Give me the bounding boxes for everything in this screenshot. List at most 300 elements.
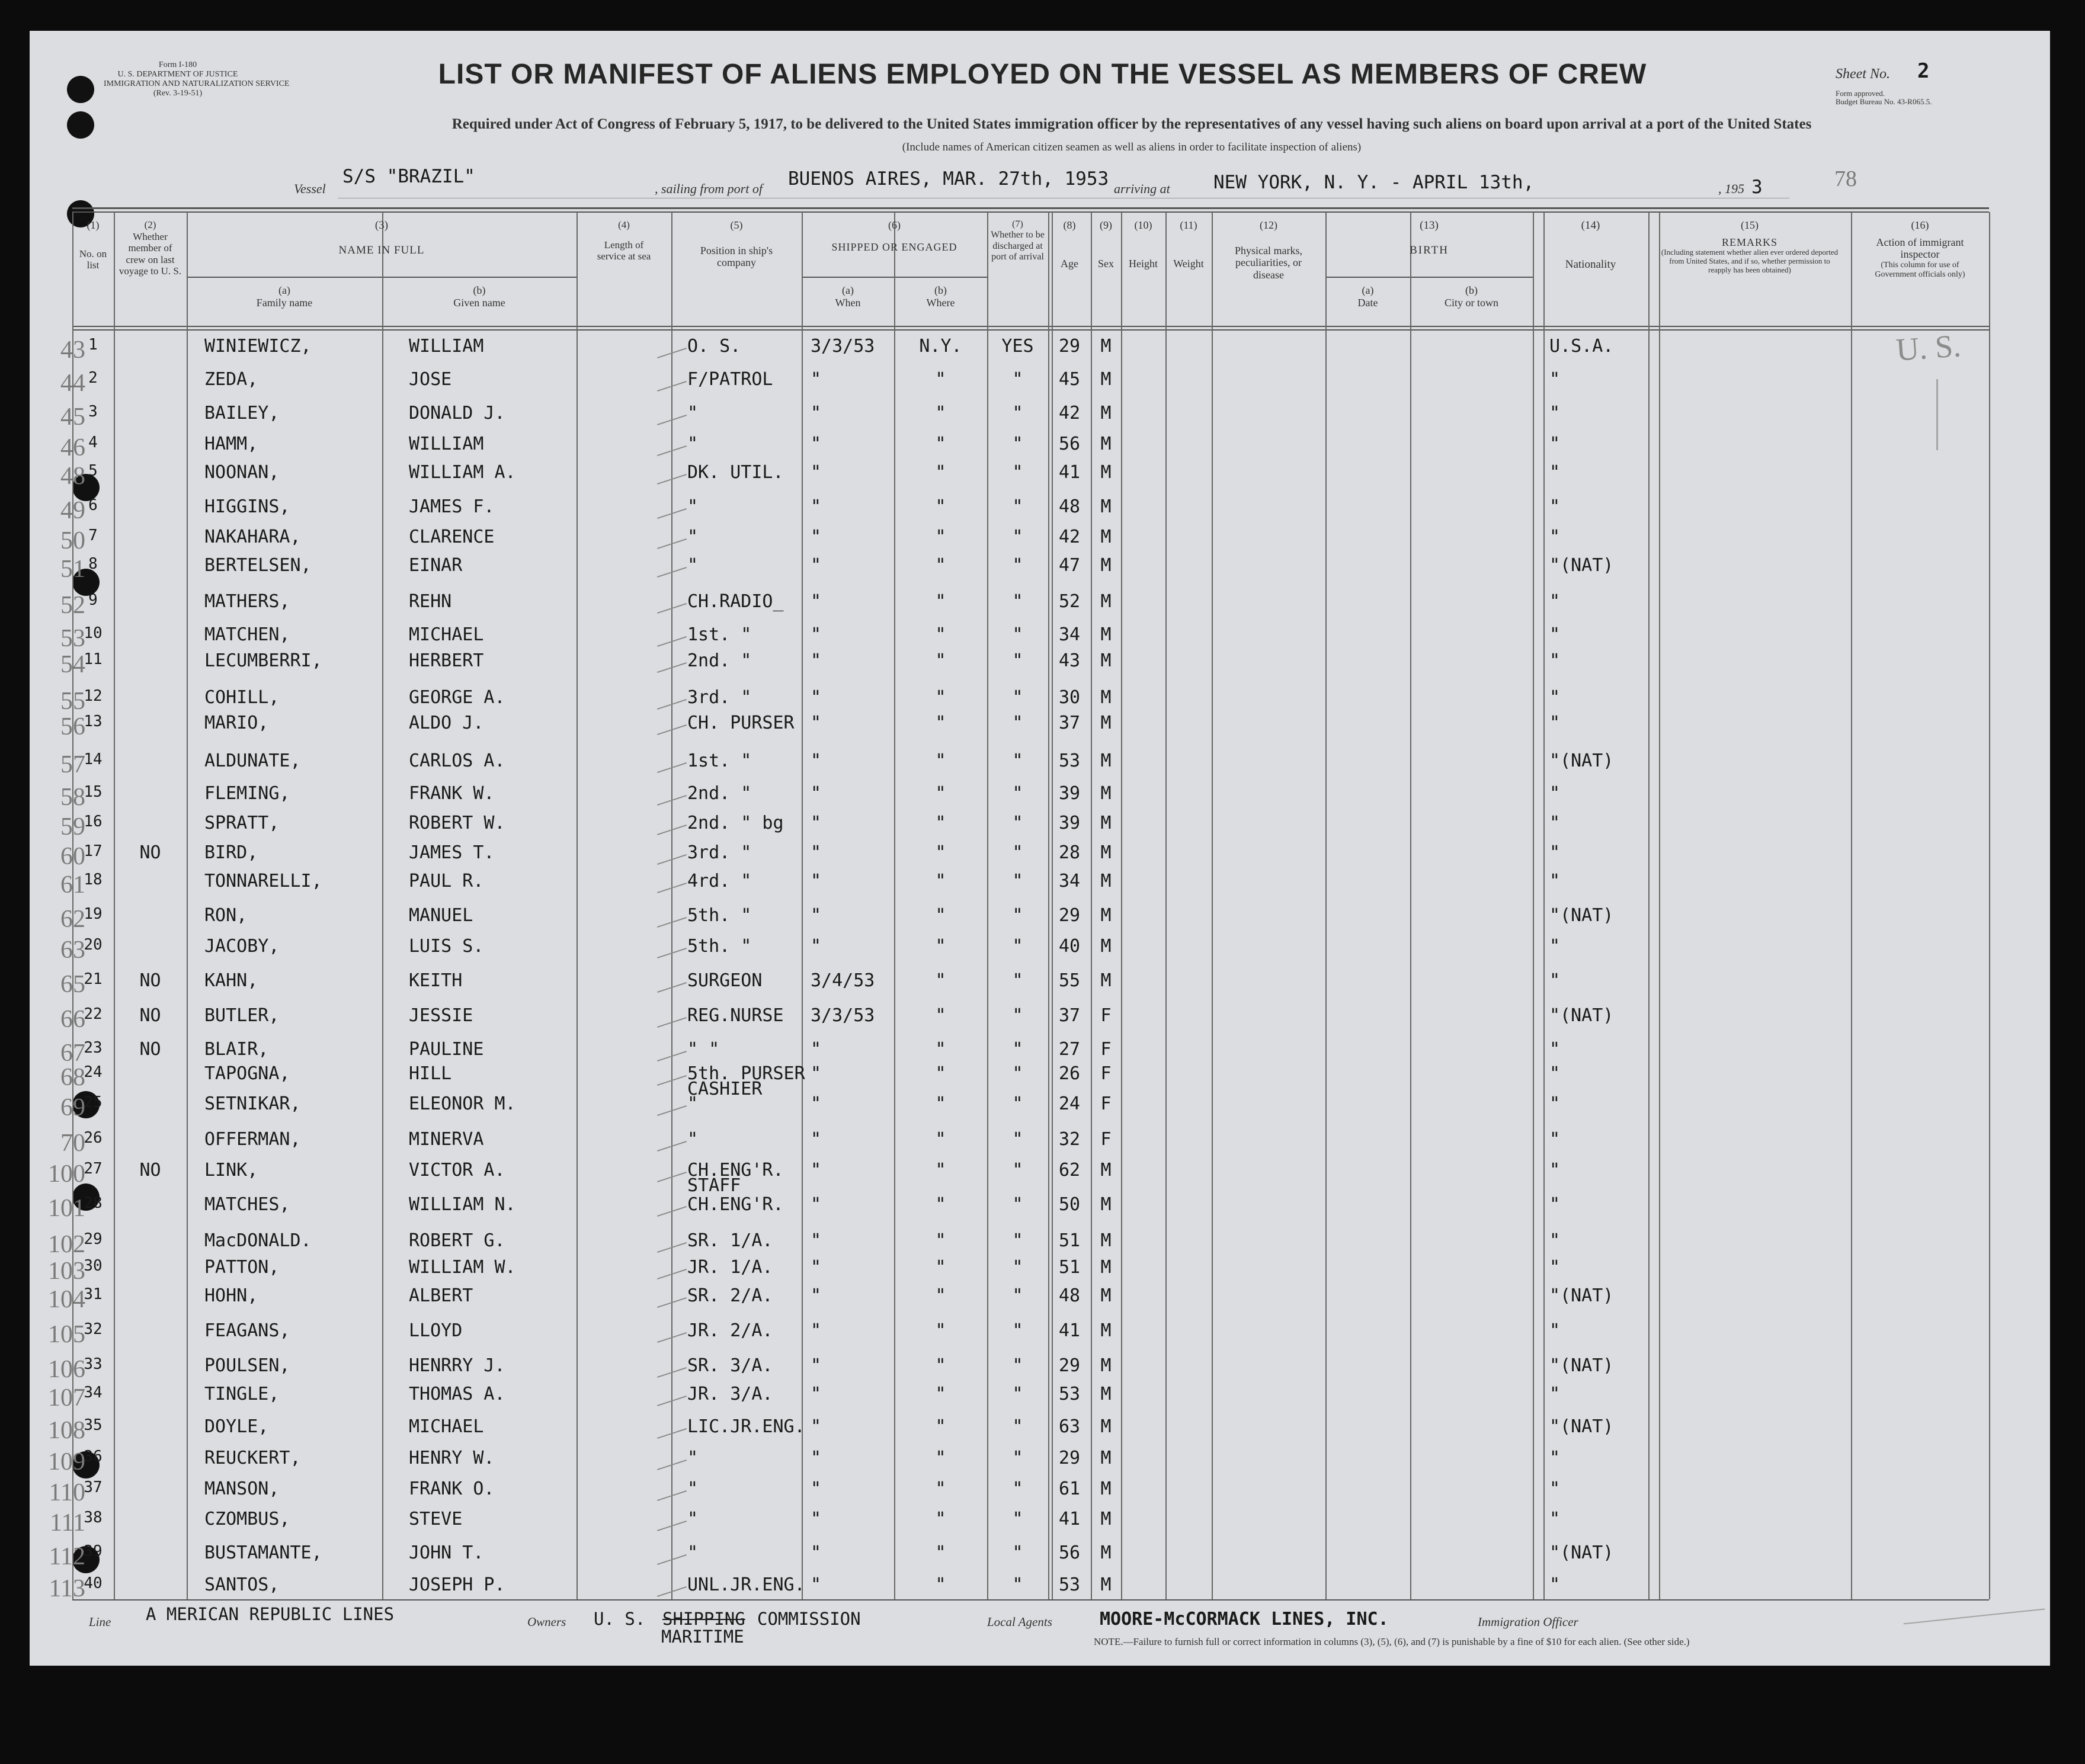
col-3-num: (3) <box>374 219 389 232</box>
cell-where: " <box>935 1416 946 1437</box>
cell-no: 34 <box>84 1384 103 1401</box>
cell-family: LECUMBERRI, <box>204 650 322 671</box>
cell-sex: M <box>1100 970 1112 991</box>
cell-age: 50 <box>1058 1194 1081 1215</box>
cell-nat: " <box>1549 369 1561 390</box>
col-8-title: Age <box>1061 257 1078 270</box>
cell-when: " <box>811 1039 822 1060</box>
col-5-title: Position in ship's company <box>700 244 773 269</box>
cell-when: " <box>811 462 822 483</box>
cell-pn: 58 <box>60 784 85 811</box>
cell-when: " <box>811 1509 822 1529</box>
cell-sex: M <box>1100 1448 1112 1468</box>
col-16-title: Action of immigrant inspector <box>1876 236 1964 261</box>
col-13b-num: (b) <box>1465 284 1478 296</box>
cell-where: " <box>935 871 946 891</box>
cell-where: " <box>935 650 946 671</box>
cell-pn: 60 <box>60 843 85 870</box>
cell-pos: 4rd. " <box>687 871 752 891</box>
cell-pn: 45 <box>60 403 85 431</box>
cell-when: " <box>811 1285 822 1306</box>
cell-where: " <box>935 1005 946 1026</box>
footer-line: A MERICAN REPUBLIC LINES <box>146 1604 395 1624</box>
cell-nat: " <box>1549 1063 1561 1084</box>
cell-dis: " <box>1012 1574 1023 1595</box>
cell-pos-2: CASHIER <box>687 1079 763 1099</box>
cell-when: " <box>811 1093 822 1114</box>
cell-pos: REG.NURSE <box>687 1005 784 1026</box>
cell-family: MANSON, <box>204 1478 280 1499</box>
cell-when: " <box>811 1320 822 1341</box>
cell-given: HENRY W. <box>409 1448 495 1468</box>
col-3b-title: Given name <box>453 296 505 309</box>
cell-when: " <box>811 1384 822 1404</box>
cell-age: 51 <box>1058 1257 1081 1278</box>
footer-owners-label: Owners <box>527 1615 566 1629</box>
cell-sex: M <box>1100 713 1112 733</box>
cell-family: NAKAHARA, <box>204 527 301 547</box>
cell-sex: M <box>1100 1542 1112 1563</box>
cell-nat: " <box>1549 650 1561 671</box>
pencil-number: 78 <box>1834 166 1857 191</box>
col-6-num: (6) <box>888 219 901 231</box>
cell-nat: " <box>1549 496 1561 517</box>
cell-family: SETNIKAR, <box>204 1093 301 1114</box>
cell-nat: " <box>1549 1129 1561 1150</box>
cell-where: " <box>935 783 946 804</box>
cell-age: 53 <box>1058 1574 1081 1595</box>
cell-nat: "(NAT) <box>1549 1355 1614 1376</box>
col-1-title: No. on list <box>79 248 107 271</box>
cell-nat: " <box>1549 434 1561 454</box>
cell-dis: " <box>1012 624 1023 645</box>
cell-given: REHN <box>409 591 452 612</box>
cell-sex: M <box>1100 1194 1112 1215</box>
cell-family: RON, <box>204 905 248 926</box>
cell-where: " <box>935 1448 946 1468</box>
cell-where: " <box>935 591 946 612</box>
cell-pn: 57 <box>60 751 85 778</box>
cell-no: 36 <box>84 1448 103 1465</box>
cell-pn: 104 <box>48 1286 85 1313</box>
cell-family: BUSTAMANTE, <box>204 1542 322 1563</box>
cell-pos: CH.ENG'R. <box>687 1194 784 1215</box>
cell-sex: M <box>1100 624 1112 645</box>
cell-given: LLOYD <box>409 1320 463 1341</box>
cell-where: " <box>935 1129 946 1150</box>
footer-owners-a: U. S. <box>594 1609 646 1629</box>
cell-when: " <box>811 527 822 547</box>
cell-pn: 107 <box>48 1384 85 1412</box>
cell-where: " <box>935 1384 946 1404</box>
cell-dis: " <box>1012 687 1023 708</box>
cell-nat: " <box>1549 842 1561 863</box>
inspector-mark: U. S. <box>1895 328 1962 368</box>
cell-family: TONNARELLI, <box>204 871 322 891</box>
cell-pn: 50 <box>60 527 85 554</box>
col-9-title: Sex <box>1098 257 1114 270</box>
cell-sex: M <box>1100 783 1112 804</box>
cell-where: " <box>935 1160 946 1181</box>
cell-sex: M <box>1100 750 1112 771</box>
cell-sex: M <box>1100 687 1112 708</box>
cell-age: 34 <box>1058 871 1081 891</box>
cell-age: 29 <box>1058 1355 1081 1376</box>
cell-no: 14 <box>84 750 103 768</box>
col-16-note: (This column for use of Government officials only) <box>1875 261 1965 280</box>
cell-where: " <box>935 462 946 483</box>
cell-given: THOMAS A. <box>409 1384 505 1404</box>
cell-family: POULSEN, <box>204 1355 290 1376</box>
cell-family: BAILEY, <box>204 403 280 424</box>
cell-age: 39 <box>1058 783 1081 804</box>
cell-family: BUTLER, <box>204 1005 280 1026</box>
cell-given: ALBERT <box>409 1285 473 1306</box>
cell-when: 3/4/53 <box>811 970 875 991</box>
cell-nat: " <box>1549 527 1561 547</box>
arriving-at: NEW YORK, N. Y. - APRIL 13th, <box>1213 172 1535 193</box>
cell-pn: 100 <box>48 1160 85 1188</box>
cell-when: " <box>811 905 822 926</box>
cell-pn: 109 <box>48 1448 85 1476</box>
cell-pos: CH.ENG'R. <box>687 1160 784 1181</box>
cell-pn: 55 <box>60 688 85 715</box>
cell-sex: M <box>1100 1160 1112 1181</box>
cell-given: DONALD J. <box>409 403 505 424</box>
cell-where: " <box>935 1230 946 1251</box>
cell-prev: NO <box>139 1005 161 1026</box>
cell-where: " <box>935 687 946 708</box>
cell-sex: M <box>1100 936 1112 957</box>
cell-dis: " <box>1012 813 1023 833</box>
cell-given: HENRRY J. <box>409 1355 505 1376</box>
cell-given: JAMES T. <box>409 842 495 863</box>
cell-prev: NO <box>139 842 161 863</box>
cell-dis: " <box>1012 1129 1023 1150</box>
cell-no: 38 <box>84 1509 103 1526</box>
cell-given: KEITH <box>409 970 463 991</box>
cell-nat: " <box>1549 687 1561 708</box>
cell-no: 6 <box>88 496 98 514</box>
cell-sex: F <box>1100 1093 1112 1114</box>
cell-pos: 5th. PURSER <box>687 1063 805 1084</box>
cell-sex: M <box>1100 369 1112 390</box>
cell-sex: M <box>1100 1257 1112 1278</box>
cell-nat: " <box>1549 1509 1561 1529</box>
cell-dis: " <box>1012 1384 1023 1404</box>
cell-age: 61 <box>1058 1478 1081 1499</box>
col-9-num: (9) <box>1100 219 1112 231</box>
cell-no: 37 <box>84 1478 103 1496</box>
cell-pos: O. S. <box>687 336 741 357</box>
cell-family: TAPOGNA, <box>204 1063 290 1084</box>
col-13b-title: City or town <box>1444 296 1498 309</box>
cell-dis: " <box>1012 1005 1023 1026</box>
cell-no: 25 <box>84 1093 103 1111</box>
cell-no: 17 <box>84 842 103 860</box>
cell-pos: 2nd. " <box>687 783 752 804</box>
cell-dis: " <box>1012 1160 1023 1181</box>
sailing-label: , sailing from port of <box>655 181 763 196</box>
cell-nat: "(NAT) <box>1549 555 1614 576</box>
col-12-title: Physical marks, peculiarities, or disease <box>1235 244 1302 281</box>
cell-given: JOSEPH P. <box>409 1574 505 1595</box>
vessel-label: Vessel <box>294 181 326 196</box>
cell-dis: YES <box>1001 336 1034 357</box>
cell-no: 21 <box>84 970 103 988</box>
cell-pn: 56 <box>60 713 85 740</box>
cell-given: JOHN T. <box>409 1542 484 1563</box>
cell-no: 23 <box>84 1039 103 1057</box>
cell-when: " <box>811 434 822 454</box>
cell-when: " <box>811 1416 822 1437</box>
cell-when: " <box>811 842 822 863</box>
cell-age: 43 <box>1058 650 1081 671</box>
cell-given: EINAR <box>409 555 463 576</box>
cell-family: MATCHES, <box>204 1194 290 1215</box>
cell-family: DOYLE, <box>204 1416 269 1437</box>
cell-sex: M <box>1100 1478 1112 1499</box>
cell-when: " <box>811 713 822 733</box>
cell-nat: "(NAT) <box>1549 905 1614 926</box>
cell-pos: 3rd. " <box>687 687 752 708</box>
cell-nat: "(NAT) <box>1549 750 1614 771</box>
col-14-title: Nationality <box>1565 258 1616 271</box>
cell-no: 35 <box>84 1416 103 1434</box>
cell-pos: DK. UTIL. <box>687 462 784 483</box>
col-3b-num: (b) <box>473 284 486 296</box>
cell-when: " <box>811 1355 822 1376</box>
cell-family: HAMM, <box>204 434 258 454</box>
cell-given: WILLIAM A. <box>409 462 516 483</box>
cell-family: CZOMBUS, <box>204 1509 290 1529</box>
cell-where: " <box>935 1063 946 1084</box>
cell-no: 31 <box>84 1285 103 1303</box>
cell-family: BIRD, <box>204 842 258 863</box>
cell-family: BERTELSEN, <box>204 555 312 576</box>
cell-dis: " <box>1012 713 1023 733</box>
cell-nat: " <box>1549 403 1561 424</box>
cell-when: " <box>811 591 822 612</box>
col-6a-num: (a) <box>842 284 854 296</box>
cell-age: 48 <box>1058 1285 1081 1306</box>
cell-dis: " <box>1012 1416 1023 1437</box>
cell-age: 27 <box>1058 1039 1081 1060</box>
cell-sex: F <box>1100 1063 1112 1084</box>
cell-family: WINIEWICZ, <box>204 336 312 357</box>
cell-nat: " <box>1549 1320 1561 1341</box>
form-approved: Form approved. <box>1836 89 1885 98</box>
cell-age: 41 <box>1058 1509 1081 1529</box>
cell-nat: " <box>1549 1574 1561 1595</box>
cell-no: 1 <box>88 336 98 354</box>
cell-when: " <box>811 1448 822 1468</box>
cell-age: 42 <box>1058 527 1081 547</box>
cell-dis: " <box>1012 970 1023 991</box>
cell-nat: "(NAT) <box>1549 1285 1614 1306</box>
cell-when: " <box>811 936 822 957</box>
cell-given: CLARENCE <box>409 527 495 547</box>
cell-age: 53 <box>1058 1384 1081 1404</box>
cell-no: 30 <box>84 1257 103 1275</box>
cell-nat: " <box>1549 1448 1561 1468</box>
cell-where: N.Y. <box>919 336 962 357</box>
cell-given: WILLIAM <box>409 336 484 357</box>
cell-dis: " <box>1012 591 1023 612</box>
cell-pn: 59 <box>60 813 85 841</box>
cell-sex: M <box>1100 434 1112 454</box>
cell-pos: CH.RADIO_ <box>687 591 784 612</box>
cell-sex: M <box>1100 555 1112 576</box>
form-number: Form I-180 <box>158 60 197 69</box>
cell-pn: 49 <box>60 497 85 524</box>
cell-pos: " " <box>687 1039 720 1060</box>
cell-family: KAHN, <box>204 970 258 991</box>
cell-family: ALDUNATE, <box>204 750 301 771</box>
sheet-label: Sheet No. <box>1836 66 1890 82</box>
cell-when: " <box>811 1129 822 1150</box>
cell-family: HIGGINS, <box>204 496 290 517</box>
cell-given: WILLIAM W. <box>409 1257 516 1278</box>
cell-pn: 43 <box>60 336 85 364</box>
cell-pos: " <box>687 1509 699 1529</box>
cell-dis: " <box>1012 1194 1023 1215</box>
cell-pos: SR. 2/A. <box>687 1285 773 1306</box>
col-3a-title: Family name <box>256 296 313 309</box>
cell-when: " <box>811 1478 822 1499</box>
sailing-from: BUENOS AIRES, MAR. 27th, 1953 <box>788 168 1109 190</box>
cell-when: " <box>811 369 822 390</box>
cell-dis: " <box>1012 1257 1023 1278</box>
cell-pn: 51 <box>60 556 85 583</box>
service: IMMIGRATION AND NATURALIZATION SERVICE <box>104 79 290 89</box>
cell-family: MATHERS, <box>204 591 290 612</box>
col-16-num: (16) <box>1911 219 1929 231</box>
cell-given: MANUEL <box>409 905 473 926</box>
cell-family: TINGLE, <box>204 1384 280 1404</box>
cell-no: 29 <box>84 1230 103 1248</box>
cell-nat: " <box>1549 1384 1561 1404</box>
cell-given: JAMES F. <box>409 496 495 517</box>
cell-sex: M <box>1100 1509 1112 1529</box>
cell-when: " <box>811 403 822 424</box>
cell-age: 29 <box>1058 1448 1081 1468</box>
cell-when: " <box>811 813 822 833</box>
year-prefix: , 195 <box>1718 181 1744 196</box>
cell-where: " <box>935 713 946 733</box>
cell-given: ROBERT W. <box>409 813 505 833</box>
cell-pn: 112 <box>49 1543 85 1570</box>
cell-sex: M <box>1100 527 1112 547</box>
cell-age: 37 <box>1058 1005 1081 1026</box>
footer-agents-label: Local Agents <box>987 1615 1052 1629</box>
cell-pn: 106 <box>48 1356 85 1383</box>
cell-dis: " <box>1012 1039 1023 1060</box>
cell-where: " <box>935 1355 946 1376</box>
cell-pos: " <box>687 403 699 424</box>
cell-prev: NO <box>139 970 161 991</box>
cell-pn: 48 <box>60 463 85 490</box>
cell-age: 56 <box>1058 1542 1081 1563</box>
cell-dis: " <box>1012 1478 1023 1499</box>
col-6b-title: Where <box>926 296 955 309</box>
cell-family: SPRATT, <box>204 813 280 833</box>
cell-pn: 103 <box>48 1258 85 1285</box>
cell-dis: " <box>1012 783 1023 804</box>
cell-pn: 62 <box>60 906 85 933</box>
cell-where: " <box>935 1509 946 1529</box>
cell-age: 34 <box>1058 624 1081 645</box>
cell-when: 3/3/53 <box>811 336 875 357</box>
cell-pn: 113 <box>49 1575 85 1602</box>
cell-pn: 67 <box>60 1040 85 1067</box>
cell-dis: " <box>1012 842 1023 863</box>
cell-pos: 3rd. " <box>687 842 752 863</box>
cell-when: " <box>811 1194 822 1215</box>
cell-no: 9 <box>88 591 98 609</box>
cell-sex: M <box>1100 842 1112 863</box>
page-subnote: (Include names of American citizen seamen as well as aliens in order to facilitate inspection of aliens) <box>902 141 1362 153</box>
cell-given: JESSIE <box>409 1005 473 1026</box>
cell-no: 12 <box>84 687 103 705</box>
cell-where: " <box>935 403 946 424</box>
cell-given: LUIS S. <box>409 936 484 957</box>
col-3a-num: (a) <box>278 284 290 296</box>
cell-nat: "(NAT) <box>1549 1416 1614 1437</box>
cell-nat: " <box>1549 936 1561 957</box>
col-15-note: (Including statement whether alien ever ordered deported from United States, and if so, whether permission to reapply has been obtained) <box>1661 248 1839 275</box>
cell-nat: U.S.A. <box>1549 336 1614 357</box>
cell-no: 40 <box>84 1574 103 1592</box>
col-5-num: (5) <box>730 219 743 231</box>
cell-where: " <box>935 813 946 833</box>
page-title: LIST OR MANIFEST OF ALIENS EMPLOYED ON THE VESSEL AS MEMBERS OF CREW <box>438 59 1647 90</box>
cell-sex: F <box>1100 1129 1112 1150</box>
cell-dis: " <box>1012 434 1023 454</box>
cell-family: JACOBY, <box>204 936 280 957</box>
cell-sex: M <box>1100 1230 1112 1251</box>
cell-pn: 52 <box>60 592 85 619</box>
vessel-name: S/S "BRAZIL" <box>342 166 475 187</box>
cell-given: GEORGE A. <box>409 687 505 708</box>
department: U. S. DEPARTMENT OF JUSTICE <box>117 70 238 79</box>
col-4-num: (4) <box>618 219 630 230</box>
cell-family: MacDONALD. <box>204 1230 312 1251</box>
cell-no: 22 <box>84 1005 103 1023</box>
cell-given: MICHAEL <box>409 1416 484 1437</box>
cell-pn: 102 <box>48 1231 85 1258</box>
cell-family: FEAGANS, <box>204 1320 290 1341</box>
sheet-number: 2 <box>1917 59 1930 83</box>
cell-family: NOONAN, <box>204 462 280 483</box>
cell-no: 16 <box>84 813 103 830</box>
cell-family: MATCHEN, <box>204 624 290 645</box>
cell-dis: " <box>1012 462 1023 483</box>
cell-when: " <box>811 1542 822 1563</box>
cell-where: " <box>935 1285 946 1306</box>
cell-pos: JR. 2/A. <box>687 1320 773 1341</box>
cell-age: 42 <box>1058 403 1081 424</box>
cell-pn: 105 <box>48 1321 85 1348</box>
cell-where: " <box>935 1093 946 1114</box>
cell-pos: SR. 3/A. <box>687 1355 773 1376</box>
cell-pn: 53 <box>60 625 85 652</box>
cell-age: 48 <box>1058 496 1081 517</box>
cell-pos: CH. PURSER <box>687 713 795 733</box>
cell-where: " <box>935 1320 946 1341</box>
cell-age: 39 <box>1058 813 1081 833</box>
cell-where: " <box>935 624 946 645</box>
